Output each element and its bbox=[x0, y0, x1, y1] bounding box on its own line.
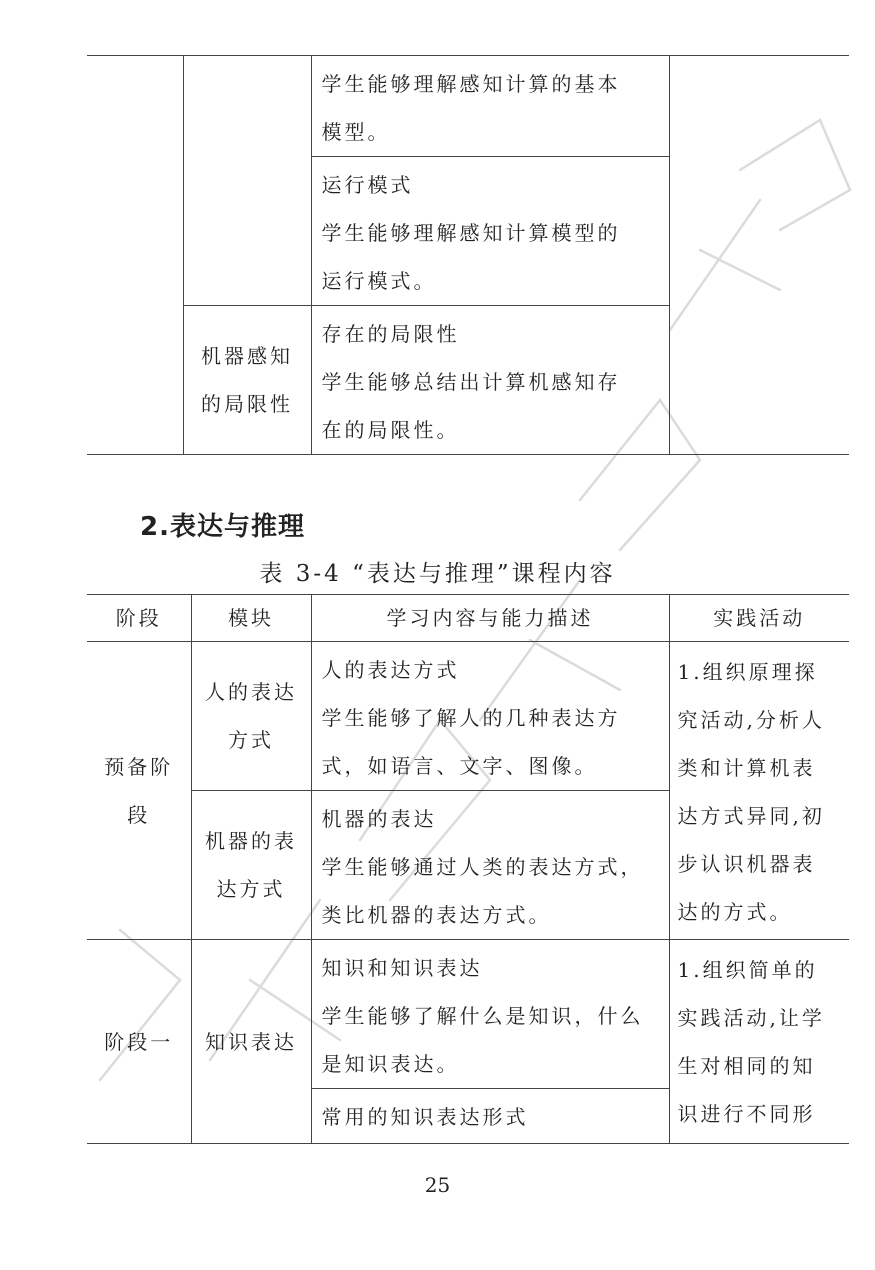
content-cell bbox=[311, 306, 669, 455]
practice-cell bbox=[669, 940, 849, 1144]
table-header-row bbox=[87, 595, 849, 642]
practice-line: 究活动,分析人 bbox=[677, 708, 825, 732]
table-row bbox=[87, 56, 849, 157]
module-cell bbox=[183, 56, 311, 306]
content-line: 学生能够通过人类的表达方式， bbox=[321, 855, 644, 879]
content-line: 式，如语言、文字、图像。 bbox=[321, 754, 598, 778]
practice-cell bbox=[669, 642, 849, 940]
content-line: 学生能够了解人的几种表达方 bbox=[321, 706, 621, 730]
content-cell bbox=[311, 791, 669, 940]
content-cell bbox=[311, 642, 669, 791]
table-row bbox=[87, 642, 849, 791]
header-content: 学习内容与能力描述 bbox=[311, 595, 669, 642]
content-cell bbox=[311, 56, 669, 157]
table-caption: 表 3-4 “表达与推理”课程内容 bbox=[259, 561, 616, 587]
practice-line: 达方式异同,初 bbox=[677, 804, 825, 828]
practice-line: 1.组织原理探 bbox=[677, 660, 818, 684]
practice-line: 实践活动,让学 bbox=[677, 1006, 825, 1030]
content-line: 存在的局限性 bbox=[321, 322, 460, 346]
header-module: 模块 bbox=[191, 595, 311, 642]
content-line: 常用的知识表达形式 bbox=[321, 1105, 529, 1129]
stage-cell bbox=[87, 642, 191, 940]
module-line: 方式 bbox=[228, 728, 274, 752]
content-line: 运行模式 bbox=[321, 173, 414, 197]
module-line: 的局限性 bbox=[201, 392, 293, 416]
stage-line: 段 bbox=[127, 802, 151, 827]
content-cell bbox=[311, 940, 669, 1089]
content-line: 学生能够了解什么是知识，什么 bbox=[321, 1004, 644, 1028]
module-cell bbox=[191, 642, 311, 791]
content-line: 运行模式。 bbox=[321, 269, 437, 293]
content-line: 模型。 bbox=[321, 120, 391, 144]
content-line: 在的局限性。 bbox=[321, 418, 460, 442]
module-cell bbox=[183, 306, 311, 455]
content-line: 类比机器的表达方式。 bbox=[321, 903, 552, 927]
practice-line: 类和计算机表 bbox=[677, 756, 816, 780]
practice-line: 达的方式。 bbox=[677, 900, 793, 924]
practice-cell bbox=[669, 56, 849, 455]
content-cell bbox=[311, 157, 669, 306]
practice-line: 生对相同的知 bbox=[677, 1054, 816, 1078]
stage-line: 预备阶 bbox=[104, 754, 174, 779]
content-line: 机器的表达 bbox=[321, 807, 437, 831]
content-cell bbox=[311, 1089, 669, 1144]
table-continuation bbox=[87, 55, 849, 455]
page-number: 25 bbox=[424, 1173, 451, 1197]
module-cell: 知识表达 bbox=[191, 940, 311, 1144]
module-cell bbox=[191, 791, 311, 940]
module-line: 机器感知 bbox=[201, 344, 293, 368]
content-line: 知识和知识表达 bbox=[321, 956, 483, 980]
header-stage: 阶段 bbox=[87, 595, 191, 642]
module-line: 机器的表 bbox=[205, 829, 297, 853]
module-line: 达方式 bbox=[216, 877, 286, 901]
content-line: 是知识表达。 bbox=[321, 1052, 460, 1076]
module-line: 人的表达 bbox=[205, 680, 297, 704]
stage-cell: 阶段一 bbox=[87, 940, 191, 1144]
stage-cell bbox=[87, 56, 183, 455]
header-practice: 实践活动 bbox=[669, 595, 849, 642]
table-row bbox=[87, 940, 849, 1089]
table-course-content bbox=[87, 594, 849, 1144]
content-line: 学生能够总结出计算机感知存 bbox=[321, 370, 621, 394]
section-heading: 2.表达与推理 bbox=[140, 512, 305, 542]
practice-line: 步认识机器表 bbox=[677, 852, 816, 876]
content-line: 学生能够理解感知计算的基本 bbox=[321, 72, 621, 96]
content-line: 人的表达方式 bbox=[321, 658, 460, 682]
practice-line: 1.组织简单的 bbox=[677, 958, 818, 982]
content-line: 学生能够理解感知计算模型的 bbox=[321, 221, 621, 245]
practice-line: 识进行不同形 bbox=[677, 1102, 816, 1126]
